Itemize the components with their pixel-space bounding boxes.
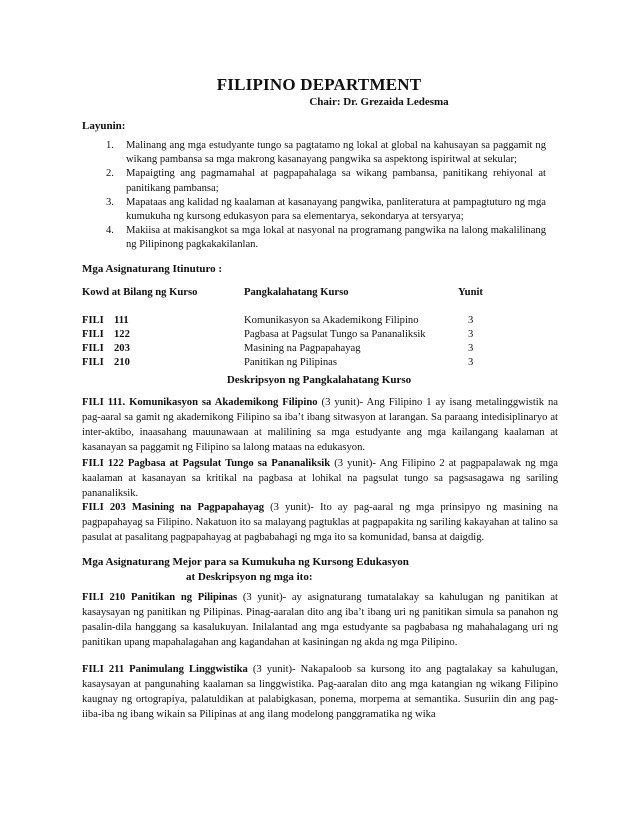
description-text: Nakapaloob sa kursong ito ang pagtalakay sa kahulugan, kasaysayan at pangunahing kaalaman sa linggwistika. Pag-aaralan dito ang mga katangian ng wikang Filipino kaugnay ng ortograpiya, palatuldikan at palabigkasan, ponema, morpema at semantika. Susuriin din ang pag-iiba-iba ng ibang wikain sa Pilipinas at ang ilang modelong panggramatika ng wika (82, 664, 558, 720)
course-number: 122 (114, 329, 130, 340)
course-description (82, 395, 558, 455)
course-number: 210 (114, 357, 130, 368)
course-dept: FILI (82, 329, 104, 340)
description-units: (3 yunit)- (270, 502, 314, 513)
course-units: 3 (468, 343, 474, 354)
course-dept: FILI (82, 343, 104, 354)
goal-text: Mapataas ang kalidad ng kaalaman at kasanayang pangwika, panliteratura at pampagtuturo ng mga kumukuha ng kursong edukasyon para sa elementarya, sekondarya at tersyarya; (126, 196, 546, 223)
goal-number: 2. (106, 168, 114, 180)
course-title: Masining na Pagpapahayag (244, 343, 361, 354)
course-dept: FILI (82, 357, 104, 368)
description-units: (3 yunit)- (321, 397, 364, 408)
goal-item (106, 139, 546, 167)
goal-number: 3. (106, 196, 114, 208)
description-name: Panimulang Linggwistika (129, 664, 248, 675)
course-description (82, 590, 558, 650)
course-title: Komunikasyon sa Akademikong Filipino (244, 315, 419, 326)
description-code: FILI 203 (82, 502, 126, 513)
major-heading: Mga Asignaturang Mejor para sa Kumukuha ng Kursong Edukasyon (82, 556, 409, 568)
goal-text: Makiisa at makisangkot sa mga lokal at nasyonal na programang pangwika na lalong makalilinang ng Pilipinong pagkakakilanlan. (126, 225, 546, 251)
course-description (82, 500, 558, 545)
course-number: 111 (114, 315, 129, 326)
header-code: Kowd at Bilang ng Kurso (82, 287, 198, 298)
header-units: Yunit (458, 287, 483, 298)
course-description (82, 456, 558, 501)
description-code: FILI 211 (82, 664, 125, 675)
description-text: ay asignaturang tumatalakay sa kahulugan ng panitikan at kasaysayan ng panitikan ng Pilipinas. Pinag-aaralan dito ang iba’t ibang uri ng panitikan simula sa panahon ng pasalin-dila hanggang sa kasalukuyan. Inilalantad ang mga estudyante sa pagbabasa ng mahahalagang uri ng panitikan upang mapahalagahan ang kagandahan at kasiningan ng akda ng mga Pilipino. (82, 592, 558, 648)
course-title: Pagbasa at Pagsulat Tungo sa Pananaliksik (244, 329, 426, 340)
goal-item (106, 196, 546, 224)
description-name: Komunikasyon sa Akademikong Filipino (129, 397, 318, 408)
course-dept: FILI (82, 315, 104, 326)
description-text: Ang Filipino 1 ay isang metalinggwistik na pag-aaral sa gamit ng akademikong Filipino sa iba’t ibang sitwasyon at larangan. Sa paraang intedisiplinaryo at inter-aktibo, inaasahang mauunawaan at malilining sa mga estudyante ang mga kailangang kaalaman at kasanayan sa paggamit ng Filipino sa lalong mataas na edukasyon. (82, 397, 558, 453)
goal-number: 4. (106, 225, 114, 237)
description-units: (3 yunit)- (242, 592, 287, 603)
table-row (82, 314, 502, 328)
description-units: (3 yunit)- (252, 664, 296, 675)
course-units: 3 (468, 329, 474, 340)
description-heading: Deskripsyon ng Pangkalahatang Kurso (226, 374, 412, 386)
major-subheading: at Deskripsyon ng mga ito: (186, 571, 313, 583)
header-title: Pangkalahatang Kurso (244, 287, 349, 298)
description-code: FILI 111. (82, 397, 126, 408)
course-number: 203 (114, 343, 130, 354)
page-title: FILIPINO DEPARTMENT (216, 75, 422, 94)
chair-line: Chair: Dr. Grezaida Ledesma (309, 96, 449, 108)
goal-number: 1. (106, 140, 114, 151)
table-row (82, 342, 502, 356)
goal-item (106, 167, 546, 195)
description-text: Ito ay pag-aaral ng mga prinsipyo ng masining na pagpapahayag sa Filipino. Nakatuon ito sa malayang pagtuklas at pagpapakita ng sariling kakayahan at talino sa pasulat at pasalitang pagpapahayag at pagbabahagi ng mga ito sa komunidad, bansa at daigdig. (82, 502, 558, 543)
course-title: Panitikan ng Pilipinas (244, 357, 337, 368)
table-row (82, 328, 502, 342)
goal-text: Mapaigting ang pagmamahal at pagpapahalaga sa wikang pambansa, panitikang rehiyonal at panitikang pambansa; (126, 168, 546, 194)
course-description (82, 662, 558, 722)
description-text: Ang Filipino 2 at pagpapalawak ng mga kaalaman at kasanayan sa kritikal na pagbasa at lohikal na pagsulat tungo sa pagsasagawa ng sariling pananaliksik. (82, 458, 559, 499)
goal-text: Malinang ang mga estudyante tungo sa pagtatamo ng lokal at global na kahusayan sa paggamit ng wikang pambansa sa mga makrong kasanayang pangwika sa aspektong ispiritwal at sekular; (126, 140, 546, 166)
course-units: 3 (468, 315, 474, 326)
course-table (82, 286, 502, 370)
layunin-label: Layunin: (82, 120, 126, 132)
description-name: Pagbasa at Pagsulat Tungo sa Pananaliksik (127, 458, 331, 469)
description-name: Masining na Pagpapahayag (131, 502, 265, 513)
description-units: (3 yunit)- (334, 458, 376, 469)
goals-list (106, 139, 546, 253)
table-row (82, 356, 502, 370)
description-code: FILI 122 (82, 458, 124, 469)
course-table-header (82, 286, 502, 306)
course-units: 3 (468, 357, 474, 368)
courses-label: Mga Asignaturang Itinuturo : (82, 263, 223, 275)
description-name: Panitikan ng Pilipinas (131, 592, 238, 603)
description-code: FILI 210 (82, 592, 126, 603)
goal-item (106, 224, 546, 252)
